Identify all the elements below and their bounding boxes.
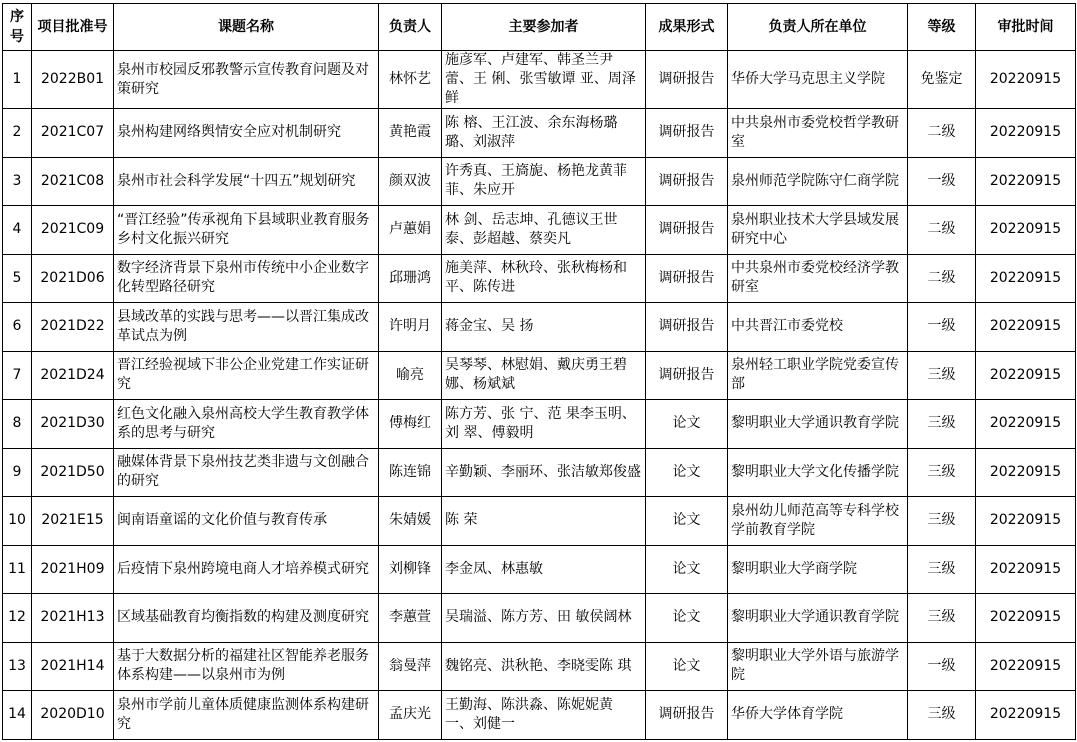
cell-idx: 1 [3, 51, 32, 109]
cell-leader: 李蕙萱 [379, 594, 442, 643]
cell-date: 20220915 [976, 497, 1076, 546]
cell-idx: 13 [3, 642, 32, 691]
cell-form: 调研报告 [646, 51, 728, 109]
cell-participants: 施彦军、卢建军、韩圣兰尹 蕾、王 俐、张雪敏谭 亚、周泽鲜 [442, 51, 646, 109]
cell-unit: 华侨大学体育学院 [728, 691, 908, 740]
cell-form: 调研报告 [646, 351, 728, 400]
cell-grade: 一级 [908, 303, 976, 352]
cell-title: 红色文化融入泉州高校大学生教育教学体系的思考与研究 [114, 400, 379, 449]
table-row [3, 497, 1076, 546]
header-idx: 序号 [3, 4, 32, 51]
cell-participants: 吴瑞溢、陈方芳、田 敏侯阔林 [442, 594, 646, 643]
cell-form: 论文 [646, 642, 728, 691]
header-leader: 负责人 [379, 4, 442, 51]
cell-idx: 10 [3, 497, 32, 546]
cell-date: 20220915 [976, 545, 1076, 594]
table-row [3, 303, 1076, 352]
cell-title: 泉州市校园反邪教警示宣传教育问题及对策研究 [114, 51, 379, 109]
cell-grade: 三级 [908, 351, 976, 400]
cell-grade: 一级 [908, 642, 976, 691]
cell-leader: 陈连锦 [379, 448, 442, 497]
cell-date: 20220915 [976, 351, 1076, 400]
cell-code: 2021H14 [32, 642, 114, 691]
header-row [3, 4, 1076, 51]
cell-participants: 蒋金宝、吴 扬 [442, 303, 646, 352]
header-grade: 等级 [908, 4, 976, 51]
cell-form: 调研报告 [646, 206, 728, 255]
cell-title: 泉州市社会科学发展“十四五”规划研究 [114, 157, 379, 206]
cell-code: 2021D50 [32, 448, 114, 497]
cell-form: 论文 [646, 497, 728, 546]
cell-grade: 二级 [908, 254, 976, 303]
table-row [3, 351, 1076, 400]
cell-code: 2021D22 [32, 303, 114, 352]
cell-date: 20220915 [976, 448, 1076, 497]
header-code: 项目批准号 [32, 4, 114, 51]
cell-leader: 孟庆光 [379, 691, 442, 740]
cell-form: 调研报告 [646, 157, 728, 206]
cell-unit: 黎明职业大学外语与旅游学院 [728, 642, 908, 691]
cell-leader: 黄艳霞 [379, 109, 442, 158]
cell-idx: 9 [3, 448, 32, 497]
cell-participants: 林 剑、岳志坤、孔德议王世泰、彭超越、蔡奕凡 [442, 206, 646, 255]
cell-leader: 林怀艺 [379, 51, 442, 109]
cell-code: 2021D30 [32, 400, 114, 449]
table-row [3, 51, 1076, 109]
cell-participants: 陈 荣 [442, 497, 646, 546]
cell-grade: 三级 [908, 545, 976, 594]
cell-idx: 4 [3, 206, 32, 255]
cell-leader: 颜双波 [379, 157, 442, 206]
header-participants: 主要参加者 [442, 4, 646, 51]
cell-grade: 二级 [908, 109, 976, 158]
cell-leader: 翁曼萍 [379, 642, 442, 691]
results-table [2, 3, 1076, 740]
cell-leader: 邱珊鸿 [379, 254, 442, 303]
table-body [3, 51, 1076, 740]
cell-code: 2021D06 [32, 254, 114, 303]
cell-idx: 14 [3, 691, 32, 740]
cell-participants: 李金凤、林惠敏 [442, 545, 646, 594]
cell-idx: 7 [3, 351, 32, 400]
cell-date: 20220915 [976, 51, 1076, 109]
cell-unit: 黎明职业大学通识教育学院 [728, 400, 908, 449]
cell-leader: 朱婧媛 [379, 497, 442, 546]
header-title: 课题名称 [114, 4, 379, 51]
cell-grade: 免鉴定 [908, 51, 976, 109]
cell-code: 2020D10 [32, 691, 114, 740]
cell-code: 2021H09 [32, 545, 114, 594]
table-row [3, 545, 1076, 594]
cell-form: 论文 [646, 400, 728, 449]
cell-unit: 中共泉州市委党校哲学教研室 [728, 109, 908, 158]
cell-leader: 刘柳锋 [379, 545, 442, 594]
cell-title: “晋江经验”传承视角下县域职业教育服务乡村文化振兴研究 [114, 206, 379, 255]
cell-grade: 三级 [908, 497, 976, 546]
cell-date: 20220915 [976, 206, 1076, 255]
cell-date: 20220915 [976, 109, 1076, 158]
cell-date: 20220915 [976, 691, 1076, 740]
cell-code: 2021D24 [32, 351, 114, 400]
cell-idx: 8 [3, 400, 32, 449]
header-unit: 负责人所在单位 [728, 4, 908, 51]
cell-leader: 许明月 [379, 303, 442, 352]
cell-date: 20220915 [976, 303, 1076, 352]
cell-code: 2022B01 [32, 51, 114, 109]
cell-title: 融媒体背景下泉州技艺类非遗与文创融合的研究 [114, 448, 379, 497]
cell-form: 论文 [646, 448, 728, 497]
cell-participants: 施美萍、林秋玲、张秋梅杨和平、陈传进 [442, 254, 646, 303]
cell-leader: 傅梅红 [379, 400, 442, 449]
table-row [3, 400, 1076, 449]
cell-unit: 黎明职业大学商学院 [728, 545, 908, 594]
cell-participants: 王勤海、陈洪淼、陈妮妮黄 一、刘健一 [442, 691, 646, 740]
cell-grade: 三级 [908, 594, 976, 643]
cell-title: 晋江经验视域下非公企业党建工作实证研究 [114, 351, 379, 400]
cell-code: 2021C08 [32, 157, 114, 206]
cell-title: 闽南语童谣的文化价值与教育传承 [114, 497, 379, 546]
cell-idx: 11 [3, 545, 32, 594]
cell-form: 论文 [646, 594, 728, 643]
cell-form: 论文 [646, 545, 728, 594]
cell-unit: 黎明职业大学文化传播学院 [728, 448, 908, 497]
cell-title: 基于大数据分析的福建社区智能养老服务体系构建——以泉州市为例 [114, 642, 379, 691]
cell-title: 数字经济背景下泉州市传统中小企业数字化转型路径研究 [114, 254, 379, 303]
cell-form: 调研报告 [646, 109, 728, 158]
cell-participants: 陈 榕、王江波、余东海杨璐璐、刘淑萍 [442, 109, 646, 158]
cell-grade: 三级 [908, 400, 976, 449]
cell-idx: 3 [3, 157, 32, 206]
cell-unit: 泉州幼儿师范高等专科学校学前教育学院 [728, 497, 908, 546]
cell-grade: 三级 [908, 691, 976, 740]
cell-title: 区域基础教育均衡指数的构建及测度研究 [114, 594, 379, 643]
cell-participants: 辛勤颖、李丽环、张洁敏郑俊盛 [442, 448, 646, 497]
cell-form: 调研报告 [646, 691, 728, 740]
cell-unit: 中共晋江市委党校 [728, 303, 908, 352]
cell-date: 20220915 [976, 642, 1076, 691]
cell-code: 2021C09 [32, 206, 114, 255]
cell-form: 调研报告 [646, 303, 728, 352]
table-row [3, 448, 1076, 497]
cell-title: 泉州构建网络舆情安全应对机制研究 [114, 109, 379, 158]
cell-idx: 6 [3, 303, 32, 352]
cell-code: 2021C07 [32, 109, 114, 158]
table-row [3, 254, 1076, 303]
cell-participants: 许秀真、王旖旎、杨艳龙黄菲菲、朱应开 [442, 157, 646, 206]
cell-code: 2021H13 [32, 594, 114, 643]
cell-participants: 魏铭亮、洪秋艳、李晓雯陈 琪 [442, 642, 646, 691]
cell-leader: 喻亮 [379, 351, 442, 400]
cell-date: 20220915 [976, 254, 1076, 303]
cell-date: 20220915 [976, 400, 1076, 449]
cell-title: 县域改革的实践与思考——以晋江集成改革试点为例 [114, 303, 379, 352]
cell-unit: 泉州轻工职业学院党委宣传部 [728, 351, 908, 400]
cell-unit: 华侨大学马克思主义学院 [728, 51, 908, 109]
header-form: 成果形式 [646, 4, 728, 51]
header-date: 审批时间 [976, 4, 1076, 51]
table-row [3, 691, 1076, 740]
cell-participants: 吴琴琴、林慰娟、戴庆勇王碧娜、杨斌斌 [442, 351, 646, 400]
table-row [3, 642, 1076, 691]
table-row [3, 206, 1076, 255]
cell-participants: 陈方芳、张 宁、范 果李玉明、刘 翠、傅毅明 [442, 400, 646, 449]
cell-title: 泉州市学前儿童体质健康监测体系构建研究 [114, 691, 379, 740]
cell-title: 后疫情下泉州跨境电商人才培养模式研究 [114, 545, 379, 594]
cell-date: 20220915 [976, 594, 1076, 643]
cell-unit: 中共泉州市委党校经济学教研室 [728, 254, 908, 303]
cell-unit: 泉州职业技术大学县域发展研究中心 [728, 206, 908, 255]
cell-grade: 一级 [908, 157, 976, 206]
table-row [3, 109, 1076, 158]
cell-idx: 12 [3, 594, 32, 643]
table-row [3, 594, 1076, 643]
cell-form: 调研报告 [646, 254, 728, 303]
cell-date: 20220915 [976, 157, 1076, 206]
cell-code: 2021E15 [32, 497, 114, 546]
cell-idx: 5 [3, 254, 32, 303]
cell-grade: 三级 [908, 448, 976, 497]
table-row [3, 157, 1076, 206]
cell-leader: 卢蕙娟 [379, 206, 442, 255]
cell-grade: 二级 [908, 206, 976, 255]
cell-idx: 2 [3, 109, 32, 158]
cell-unit: 泉州师范学院陈守仁商学院 [728, 157, 908, 206]
cell-unit: 黎明职业大学通识教育学院 [728, 594, 908, 643]
